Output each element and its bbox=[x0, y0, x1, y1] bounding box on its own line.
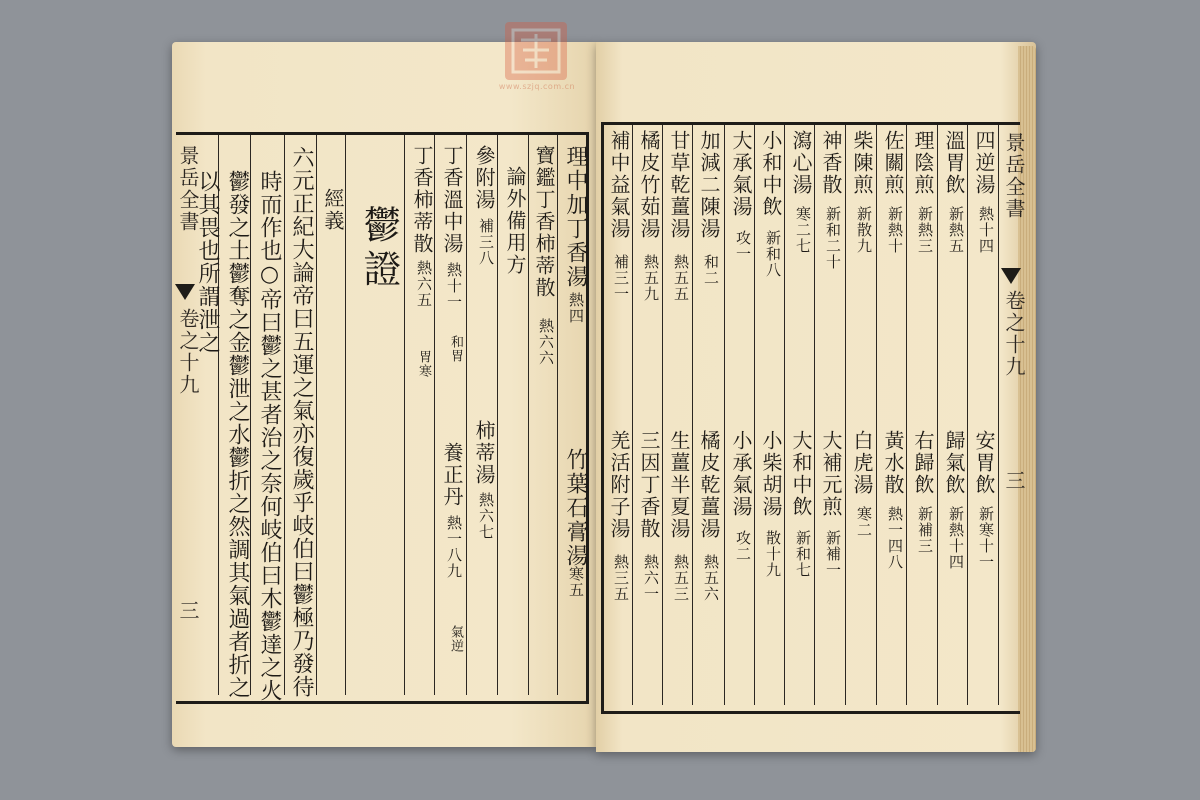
prescription-note: 寒二 bbox=[855, 506, 873, 538]
prescription-main: 羌活附子湯 bbox=[607, 430, 631, 540]
prescription-main: 大承氣湯 bbox=[729, 130, 753, 218]
prescription-note: 和胃 bbox=[448, 335, 463, 363]
prescription-main: 甘草乾薑湯 bbox=[667, 130, 691, 240]
left-margin-title: 景岳全書 bbox=[176, 145, 200, 233]
prescription-main: 補中益氣湯 bbox=[607, 130, 631, 240]
seal-icon bbox=[503, 20, 569, 82]
prescription-note: 新補一 bbox=[824, 530, 842, 578]
column-rule bbox=[876, 125, 877, 705]
prescription-main: 丁香柿蒂散 bbox=[410, 145, 434, 255]
prescription-main: 小和中飲 bbox=[759, 130, 783, 218]
prescription-note: 熱六六 bbox=[537, 318, 555, 366]
prescription-note: 熱六五 bbox=[415, 260, 433, 308]
right-margin-page: 三 bbox=[1002, 470, 1026, 492]
prescription-main: 生薑半夏湯 bbox=[667, 430, 691, 540]
section-subheading: 論外備用方 bbox=[503, 166, 527, 276]
prescription-note: 胃寒 bbox=[416, 350, 431, 378]
prescription-main: 溫胃飲 bbox=[942, 130, 966, 196]
prescription-note: 散十九 bbox=[764, 530, 782, 578]
prescription-note: 熱五五 bbox=[672, 254, 690, 302]
right-margin-title: 景岳全書 bbox=[1002, 132, 1026, 220]
prescription-note: 攻一 bbox=[734, 230, 752, 262]
prescription-main: 加減二陳湯 bbox=[697, 130, 721, 240]
prescription-note: 熱五九 bbox=[642, 254, 660, 302]
prescription-main: 大和中飲 bbox=[789, 430, 813, 518]
column-rule bbox=[724, 125, 725, 705]
prescription-note: 熱六七 bbox=[477, 492, 495, 540]
prescription-note: 新和八 bbox=[764, 230, 782, 278]
prescription-main: 小承氣湯 bbox=[729, 430, 753, 518]
body-text-column: 鬱發之土鬱奪之金鬱泄之水鬱折之然調其氣過者折之 bbox=[225, 170, 250, 699]
section-title: 鬱證 bbox=[357, 205, 401, 293]
prescription-main: 歸氣飲 bbox=[942, 430, 966, 496]
prescription-note: 熱一四八 bbox=[886, 506, 904, 570]
prescription-main: 佐關煎 bbox=[881, 130, 905, 196]
prescription-note: 寒五 bbox=[567, 566, 585, 598]
prescription-main: 橘皮乾薑湯 bbox=[697, 430, 721, 540]
body-text-column: 六元正紀大論帝曰五運之氣亦復歲乎岐伯曰鬱極乃發待 bbox=[289, 146, 314, 698]
prescription-note: 熱十四 bbox=[977, 206, 995, 254]
prescription-note: 熱三五 bbox=[612, 554, 630, 602]
body-text-column: 時而作也○帝曰鬱之甚者治之奈何岐伯曰木鬱達之火 bbox=[257, 170, 282, 702]
prescription-note: 新寒十一 bbox=[977, 506, 995, 570]
prescription-note: 補三一 bbox=[612, 254, 630, 302]
prescription-main: 寶鑑丁香柿蒂散 bbox=[532, 145, 556, 299]
prescription-main: 神香散 bbox=[819, 130, 843, 196]
watermark-seal bbox=[498, 20, 576, 96]
column-rule bbox=[845, 125, 846, 705]
column-rule bbox=[998, 125, 999, 705]
prescription-note: 熱四 bbox=[567, 292, 585, 324]
prescription-main: 柿蒂湯 bbox=[472, 420, 496, 486]
prescription-main: 橘皮竹茹湯 bbox=[637, 130, 661, 240]
prescription-note: 補三八 bbox=[477, 218, 495, 266]
prescription-main: 參附湯 bbox=[472, 145, 496, 211]
prescription-note: 熱十一 bbox=[445, 262, 463, 310]
column-rule bbox=[906, 125, 907, 705]
prescription-note: 新和二十 bbox=[824, 206, 842, 270]
column-rule bbox=[937, 125, 938, 705]
left-margin-page: 三 bbox=[176, 600, 200, 622]
watermark-url: www.szjq.com.cn bbox=[498, 82, 576, 91]
column-rule bbox=[497, 135, 498, 695]
prescription-main: 四逆湯 bbox=[972, 130, 996, 196]
prescription-main: 大補元煎 bbox=[819, 430, 843, 518]
prescription-note: 氣逆 bbox=[448, 625, 463, 653]
prescription-main: 瀉心湯 bbox=[789, 130, 813, 196]
body-text-column: 以其畏也所謂泄之 bbox=[195, 170, 220, 354]
prescription-note: 攻二 bbox=[734, 530, 752, 562]
prescription-main: 理陰煎 bbox=[911, 130, 935, 196]
prescription-main: 小柴胡湯 bbox=[759, 430, 783, 518]
prescription-main: 黃水散 bbox=[881, 430, 905, 496]
prescription-note: 熱五三 bbox=[672, 554, 690, 602]
prescription-note: 新和七 bbox=[794, 530, 812, 578]
prescription-note: 和二 bbox=[702, 254, 720, 286]
prescription-note: 熱五六 bbox=[702, 554, 720, 602]
prescription-main: 白虎湯 bbox=[850, 430, 874, 496]
prescription-main: 三因丁香散 bbox=[637, 430, 661, 540]
sub-heading: 經義 bbox=[321, 188, 345, 232]
prescription-note: 新熱三 bbox=[916, 206, 934, 254]
left-margin-volume: 卷之十九 bbox=[176, 308, 200, 396]
prescription-main: 右歸飲 bbox=[911, 430, 935, 496]
prescription-note: 新熱十四 bbox=[947, 506, 965, 570]
prescription-main: 竹葉石膏湯 bbox=[563, 448, 588, 568]
fish-tail-mark-icon bbox=[1000, 266, 1022, 286]
prescription-main: 理中加丁香湯 bbox=[563, 145, 588, 289]
prescription-main: 丁香溫中湯 bbox=[440, 145, 464, 255]
prescription-main: 養正丹 bbox=[440, 442, 464, 508]
prescription-note: 寒二七 bbox=[794, 206, 812, 254]
right-margin-volume: 卷之十九 bbox=[1002, 290, 1026, 378]
prescription-note: 新熱十 bbox=[886, 206, 904, 254]
prescription-note: 新補三 bbox=[916, 506, 934, 554]
prescription-main: 安胃飲 bbox=[972, 430, 996, 496]
column-rule bbox=[967, 125, 968, 705]
prescription-note: 熱一八九 bbox=[445, 515, 463, 579]
prescription-main: 柴陳煎 bbox=[850, 130, 874, 196]
prescription-note: 熱六一 bbox=[642, 554, 660, 602]
column-rule bbox=[814, 125, 815, 705]
prescription-note: 新熱五 bbox=[947, 206, 965, 254]
prescription-note: 新散九 bbox=[855, 206, 873, 254]
